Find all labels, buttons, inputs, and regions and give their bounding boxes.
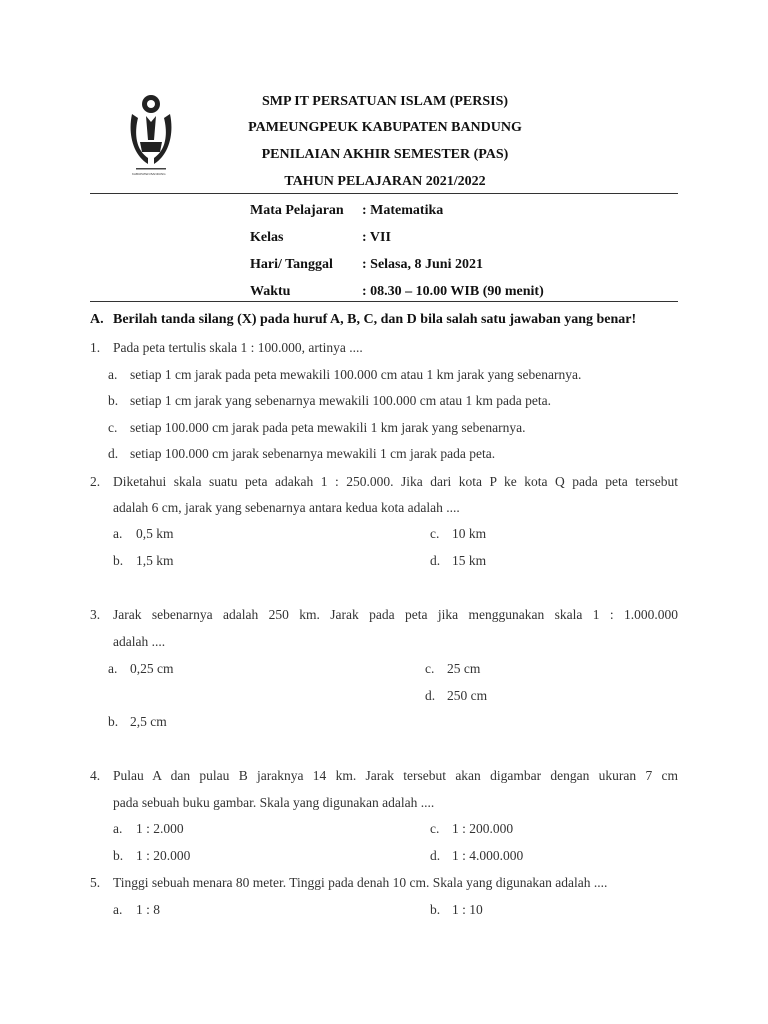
logo-caption: KABUPATEN BANDUNG bbox=[132, 172, 166, 176]
option-text: 1 : 4.000.000 bbox=[452, 848, 524, 863]
option-text: 0,5 km bbox=[136, 526, 174, 541]
info-label: Waktu bbox=[250, 284, 291, 299]
option-text: setiap 100.000 cm jarak pada peta mewakili 1 km jarak yang sebenarnya. bbox=[130, 420, 526, 435]
option-text: setiap 1 cm jarak pada peta mewakili 100.000 cm atau 1 km jarak yang sebenarnya. bbox=[130, 367, 582, 382]
option-text: setiap 100.000 cm jarak sebenarnya mewakili 1 cm jarak pada peta. bbox=[130, 446, 496, 461]
option-text: 250 cm bbox=[447, 688, 488, 703]
option-letter[interactable]: b. bbox=[113, 553, 124, 568]
question-text: Diketahui skala suatu peta adakah 1 : 250.000. Jika dari kota P ke kota Q pada peta tersebut bbox=[113, 474, 678, 489]
info-value: : Selasa, 8 Juni 2021 bbox=[362, 257, 483, 272]
option-text: 1 : 200.000 bbox=[452, 821, 514, 836]
header-divider bbox=[90, 193, 678, 194]
option-text: 15 km bbox=[452, 553, 487, 568]
question-text: Pada peta tertulis skala 1 : 100.000, artinya .... bbox=[113, 340, 363, 355]
option-text: 2,5 cm bbox=[130, 714, 167, 729]
option-letter[interactable]: a. bbox=[113, 526, 123, 541]
question-text: adalah 6 cm, jarak yang sebenarnya antara kedua kota adalah .... bbox=[113, 500, 460, 515]
exam-title: PENILAIAN AKHIR SEMESTER (PAS) bbox=[261, 147, 509, 162]
question-text: pada sebuah buku gambar. Skala yang digunakan adalah .... bbox=[113, 795, 435, 810]
option-letter[interactable]: d. bbox=[430, 553, 441, 568]
info-label: Mata Pelajaran bbox=[250, 203, 344, 218]
option-letter[interactable]: c. bbox=[430, 526, 440, 541]
section-letter: A. bbox=[90, 312, 104, 327]
info-value: : Matematika bbox=[362, 203, 444, 218]
option-text: 0,25 cm bbox=[130, 661, 174, 676]
option-text: 1 : 8 bbox=[136, 902, 161, 917]
info-divider bbox=[90, 301, 678, 302]
option-letter[interactable]: a. bbox=[113, 821, 123, 836]
option-text: 1 : 10 bbox=[452, 902, 483, 917]
option-letter[interactable]: a. bbox=[108, 367, 118, 382]
option-text: 1,5 km bbox=[136, 553, 174, 568]
option-text: 1 : 20.000 bbox=[136, 848, 191, 863]
option-letter[interactable]: d. bbox=[430, 848, 441, 863]
question-text: Pulau A dan pulau B jaraknya 14 km. Jarak tersebut akan digambar dengan ukuran 7 cm bbox=[113, 768, 678, 783]
option-letter[interactable]: b. bbox=[113, 848, 124, 863]
question-text: Tinggi sebuah menara 80 meter. Tinggi pada denah 10 cm. Skala yang digunakan adalah .... bbox=[113, 875, 608, 890]
option-text: 1 : 2.000 bbox=[136, 821, 184, 836]
question-number: 4. bbox=[90, 768, 101, 783]
option-letter[interactable]: c. bbox=[425, 661, 435, 676]
question-number: 1. bbox=[90, 340, 101, 355]
option-text: 10 km bbox=[452, 526, 487, 541]
option-letter[interactable]: d. bbox=[425, 688, 436, 703]
option-text: 25 cm bbox=[447, 661, 481, 676]
school-name: SMP IT PERSATUAN ISLAM (PERSIS) bbox=[261, 94, 509, 109]
option-text: setiap 1 cm jarak yang sebenarnya mewakili 100.000 cm atau 1 km pada peta. bbox=[130, 393, 551, 408]
school-location: PAMEUNGPEUK KABUPATEN BANDUNG bbox=[248, 120, 522, 135]
question-text: adalah .... bbox=[113, 634, 166, 649]
option-letter[interactable]: a. bbox=[108, 661, 118, 676]
question-number: 3. bbox=[90, 607, 101, 622]
option-letter[interactable]: a. bbox=[113, 902, 123, 917]
option-letter[interactable]: c. bbox=[430, 821, 440, 836]
option-letter[interactable]: b. bbox=[430, 902, 441, 917]
question-text: Jarak sebenarnya adalah 250 km. Jarak pada peta jika menggunakan skala 1 : 1.000.000 bbox=[113, 607, 678, 622]
info-label: Kelas bbox=[250, 230, 284, 245]
info-value: : VII bbox=[362, 230, 391, 245]
emblem-icon bbox=[126, 92, 176, 182]
info-label: Hari/ Tanggal bbox=[250, 257, 333, 272]
question-number: 5. bbox=[90, 875, 101, 890]
academic-year: TAHUN PELAJARAN 2021/2022 bbox=[284, 174, 486, 189]
school-logo bbox=[126, 92, 176, 182]
option-letter[interactable]: d. bbox=[108, 446, 119, 461]
option-letter[interactable]: c. bbox=[108, 420, 118, 435]
option-letter[interactable]: b. bbox=[108, 714, 119, 729]
info-value: : 08.30 – 10.00 WIB (90 menit) bbox=[362, 284, 544, 299]
section-instruction: Berilah tanda silang (X) pada huruf A, B, C, dan D bila salah satu jawaban yang benar! bbox=[113, 312, 637, 327]
option-letter[interactable]: b. bbox=[108, 393, 119, 408]
question-number: 2. bbox=[90, 474, 101, 489]
